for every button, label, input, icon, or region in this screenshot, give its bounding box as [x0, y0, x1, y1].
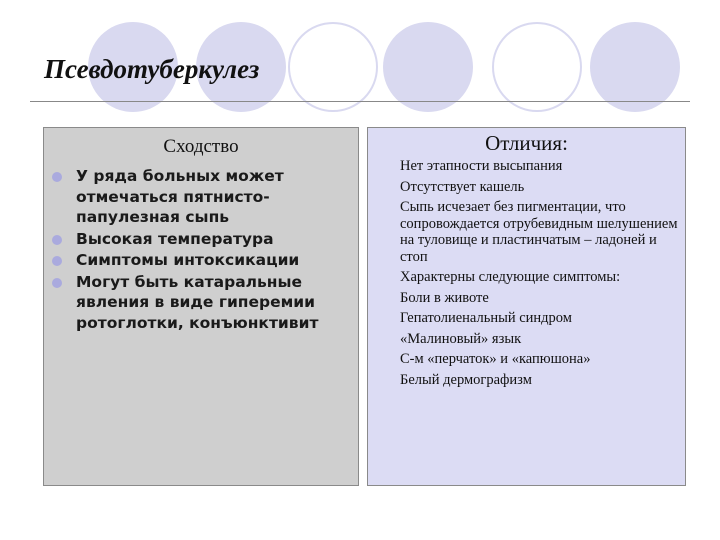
- difference-item: Боли в животе: [400, 289, 489, 306]
- difference-item: Белый дермографизм: [400, 371, 532, 388]
- differences-list: [400, 158, 682, 392]
- slide-title: Псевдотуберкулез: [44, 54, 260, 84]
- similarity-item: [50, 166, 355, 228]
- difference-item: Нет этапности высыпания: [400, 158, 563, 174]
- decoration-circle: [288, 22, 378, 112]
- similarities-list: [50, 166, 355, 334]
- decoration-circle: [492, 22, 582, 112]
- differences-heading: Отличия:: [485, 131, 568, 155]
- similarity-item: [50, 250, 355, 271]
- difference-item: С-м «перчаток» и «капюшона»: [400, 351, 591, 367]
- similarity-item: [50, 272, 355, 334]
- similarity-text: Могут быть катаральные явления в виде гиперемии ротоглотки, конъюнктивит: [76, 272, 319, 332]
- similarity-item: [50, 229, 355, 250]
- difference-item: Гепатолиенальный синдром: [400, 310, 572, 326]
- title-divider: [30, 101, 690, 102]
- similarity-text: Высокая температура: [76, 229, 274, 248]
- similarity-text: У ряда больных может отмечаться пятнисто-папулезная сыпь: [76, 167, 284, 226]
- difference-item: Отсутствует кашель: [400, 178, 525, 195]
- difference-item: «Малиновый» язык: [400, 330, 522, 347]
- bullet-icon: [52, 172, 62, 182]
- similarities-heading: Сходство: [163, 136, 239, 157]
- difference-item: Характерны следующие симптомы:: [400, 269, 621, 285]
- decoration-circle: [383, 22, 473, 112]
- bullet-icon: [52, 256, 62, 266]
- bullet-icon: [52, 278, 62, 288]
- decoration-circle: [590, 22, 680, 112]
- bullet-icon: [52, 235, 62, 245]
- similarity-text: Симптомы интоксикации: [76, 251, 300, 269]
- difference-item: Сыпь исчезает без пигментации, что сопровождается отрубевидным шелушением на туловище и пластинчатым – ладоней и стоп: [400, 199, 678, 265]
